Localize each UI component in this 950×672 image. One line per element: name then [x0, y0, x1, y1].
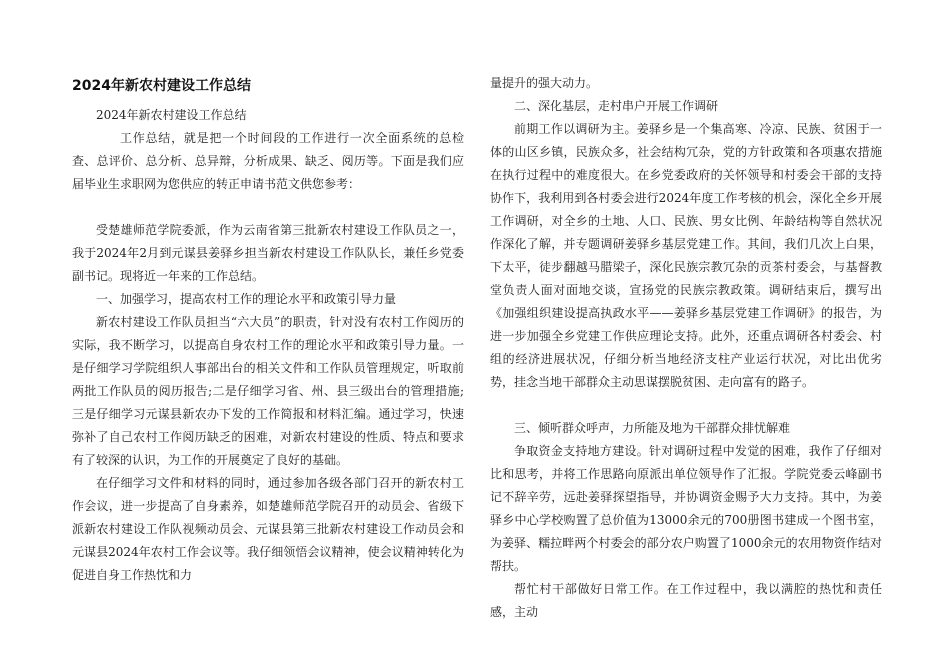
paragraph: 一、加强学习，提高农村工作的理论水平和政策引导力量: [96, 292, 397, 306]
left-column: [72, 72, 464, 587]
paragraph: 工作总结，就是把一个时间段的工作进行一次全面系统的总检查、总评价、总分析、总异辩，分析成果、缺乏、阅历等。下面是我们应届毕业生求职网为您供应的转正申请书范文供您参考：: [72, 131, 464, 191]
paragraph: 三、倾听群众呼声，力所能及地为干部群众排忧解难: [514, 421, 791, 435]
paragraph: 2024年新农村建设工作总结: [96, 108, 247, 122]
right-column: [490, 72, 882, 624]
paragraph: 二、深化基层，走村串户开展工作调研: [514, 99, 719, 113]
paragraph: 在仔细学习文件和材料的同时，通过参加各级各部门召开的新农村工作会议，进一步提高了自身素养，如楚雄师范学院召开的动员会、省级下派新农村建设工作队视频动员会、元谋县第三批新农村建设工作动员会和元谋县2024年农村工作会议等。我仔细领悟会议精神，使会议精神转化为促进自身工作热忱和力: [72, 476, 464, 582]
paragraph: 帮忙村干部做好日常工作。在工作过程中，我以满腔的热忱和责任感，主动: [490, 582, 882, 619]
paragraph: 量提升的强大动力。: [490, 76, 599, 90]
right-column-body: [490, 72, 882, 624]
paragraph: 前期工作以调研为主。姜驿乡是一个集高寒、冷凉、民族、贫困于一体的山区乡镇，民族众多，社会结构冗杂，党的方针政策和各项惠农措施在执行过程中的难度很大。在乡党委政府的关怀领导和村委会干部的支持协作下，我利用到各村委会进行2024年度工作考核的机会，深化全乡开展工作调研，对全乡的土地、人口、民族、男女比例、年龄结构等自然状况作深化了解，并专题调研姜驿乡基层党建工作。其间，我们几次上白果，下太平，徒步翻越马腊梁子，深化民族宗教冗杂的贡茶村委会，与基督教堂负责人面对面地交谈，宣扬党的民族宗教政策。调研结束后，撰写出《加强组织建设提高执政水平——姜驿乡基层党建工作调研》的报告，为进一步加强全乡党建工作供应理论支持。此外，还重点调研各村委会、村组的经济进展状况，仔细分析当地经济支柱产业运行状况，对比出优劣势，挂念当地干部群众主动思谋摆脱贫困、走向富有的路子。: [490, 122, 882, 389]
left-column-body: [72, 104, 464, 587]
document-title: 2024年新农村建设工作总结: [72, 78, 251, 94]
paragraph: 受楚雄师范学院委派，作为云南省第三批新农村建设工作队员之一，我于2024年2月到元谋县姜驿乡担当新农村建设工作队队长，兼任乡党委副书记。现将近一年来的工作总结。: [72, 223, 464, 283]
paragraph-spacer: [490, 394, 882, 417]
paragraph-spacer: [72, 196, 464, 219]
paragraph: 新农村建设工作队员担当“六大员”的职责，针对没有农村工作阅历的实际，我不断学习，以提高自身农村工作的理论水平和政策引导力量。一是仔细学习学院组织人事部出台的相关文件和工作队员管理规定，听取前两批工作队员的阅历报告;二是仔细学习省、州、县三级出台的管理措施;三是仔细学习元谋县新农办下发的工作简报和材料汇编。通过学习，快速弥补了自己农村工作阅历缺乏的困难，对新农村建设的性质、特点和要求有了较深的认识，为工作的开展奠定了良好的基础。: [72, 315, 464, 467]
paragraph: 争取资金支持地方建设。针对调研过程中发觉的困难，我作了仔细对比和思考，并将工作思路向原派出单位领导作了汇报。学院党委云峰副书记不辞辛劳，远赴姜驿探望指导，并协调资金赐予大力支持。其中，为姜驿乡中心学校购置了总价值为13000余元的700册图书建成一个图书室，为姜驿、糯拉畔两个村委会的部分农户购置了1000余元的农用物资作结对帮扶。: [490, 444, 882, 573]
